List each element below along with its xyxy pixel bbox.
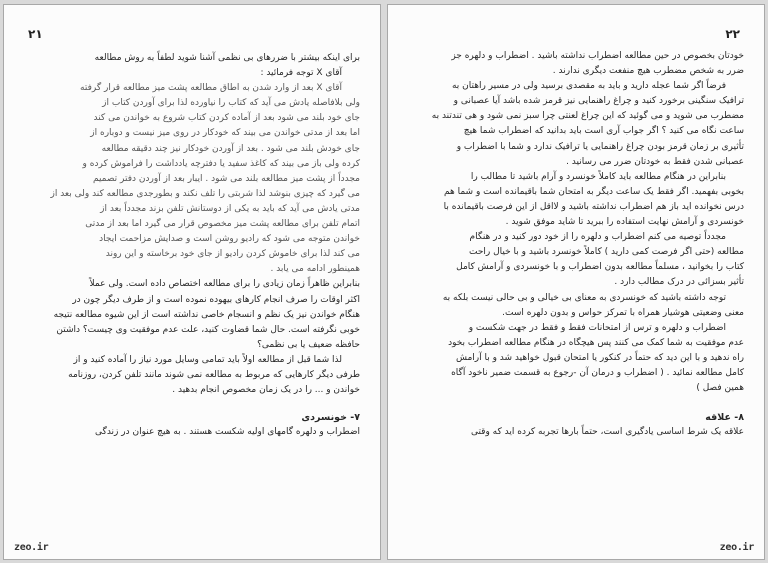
- text-line: ساعت نگاه می کنید ؟ اگر جواب آری است باید بدانید که اضطراب شما هیچ: [463, 126, 744, 137]
- quote-line: همینطور ادامه می یابد .: [270, 264, 360, 275]
- text-line: راه ندهید و با این دید که حتماً در کنکور یا امتحان قبول خواهید شد و با آرامش: [455, 352, 744, 363]
- text-line: اکثر اوقات را صرف انجام کارهای بیهوده نموده است و از طرف دیگر چون در: [72, 294, 360, 305]
- text-line: بخوبی بفهمید. اگر فقط یک ساعت دیگر به امتحان شما باقیمانده است و شما هم: [444, 186, 744, 197]
- text-line: بنابراین ظاهراً زمان زیادی را برای مطالعه اختصاص داده است. ولی عملاً: [89, 279, 360, 290]
- page-number: ۲۲: [725, 27, 740, 41]
- text-line: برای اینکه بیشتر با ضررهای بی نظمی آشنا شوید لطفاً به روش مطالعه: [94, 53, 360, 63]
- text-line: هنگام خواندن نیز یک نظم و انسجام خاصی نداشته است از این شیوه مطالعه نتیجه: [53, 309, 360, 320]
- text-line: مضطرب می شوید و می گوئید که این چراغ لعنتی چرا سبز نمی شود و هی تندتند به: [431, 111, 744, 122]
- text-line: همین فصل ): [696, 383, 744, 394]
- text-line: تأثیر بسزائی در درک مطالب دارد .: [614, 277, 744, 288]
- right-page: [387, 4, 765, 560]
- text-line: طرفی دیگر کارهایی که مربوط به مطالعه نمی شوند مانند تلفن کردن، روزنامه: [68, 369, 360, 380]
- text-line: معنی وضعیتی هوشیار همراه با تمرکز حواس و بدون دلهره است.: [502, 307, 744, 318]
- section-heading: ۷- خونسردی: [301, 412, 360, 424]
- text-line: اضطراب و دلهره و ترس از امتحانات فقط و فقط در جهت شکست و: [468, 322, 726, 333]
- page-number: ۲۱: [28, 27, 43, 41]
- text-line: خواندن و ... را در یک زمان مخصوص انجام بدهید .: [172, 385, 360, 396]
- quote-line: ولی بلافاصله یادش می آید که کتاب را نیاورده لذا برای آوردن کتاب از: [102, 98, 360, 109]
- left-page-body: [24, 51, 360, 440]
- text-line: عصبانی شدن فقط به خودتان ضرر می رسانید .: [566, 156, 744, 167]
- quote-line: مدتی یادش می آید که باید به یکی از دوستانش تلفن بزند مجدداً بعد از: [100, 203, 360, 214]
- quote-line: کرده ولی باز می بیند که کاغذ سفید یا دفترچه یادداشت را فراموش کرده و: [82, 158, 360, 169]
- text-line: خوبی نگرفته است. حال شما قضاوت کنید، علت عدم موفقیت وی چیست؟ داشتن: [56, 324, 360, 335]
- text-line: فرضاً اگر شما عجله دارید و باید به مقصدی برسید ولی در مسیر راهتان به: [451, 81, 726, 92]
- text-line: خودتان بخصوص در حین مطالعه اضطراب نداشته باشید . اضطراب و دلهره جز: [451, 51, 744, 61]
- text-line: لذا شما قبل از مطالعه اولاً باید تمامی وسایل مورد نیاز را آماده کنید و از: [73, 354, 342, 365]
- quote-line: می گیرد که چیزی بنوشد لذا شربتی را تلف نکند و بطورجدی مطالعه کند ولی بعد از: [50, 188, 360, 199]
- quote-line: جای خود بلند می شود بعد از آماده کردن کتاب شروع به خواندن می کند: [93, 113, 360, 124]
- left-page: [3, 4, 381, 560]
- text-line: کتاب را بخوانید ، مسلماً مطالعه بدون اضطراب و با خونسردی و آرامش کامل: [456, 262, 744, 273]
- text-line: ضرر به شخص مضطرب هیچ منفعت دیگری ندارند .: [552, 66, 744, 77]
- quote-line: خواندن متوجه می شود که رادیو روشن است و صدایش مزاحمت ایجاد: [99, 234, 360, 245]
- quote-line: می کند لذا برای خاموش کردن رادیو از جای خود برخاسته و این روند: [105, 249, 360, 260]
- text-line: خونسردی و آرامش نهایت استفاده را ببرید تا شاید موفق شوید .: [505, 217, 744, 228]
- quote-line: مجدداً از پشت میز مطالعه بلند می شود . ایبار بعد از آوردن دفتر تصمیم: [92, 173, 360, 184]
- quote-line: جای خودش بلند می شود . بعد از آوردن خودکار نیز چند دقیقه مطالعه: [101, 143, 360, 154]
- text-line: تأثیری بر زمان قرمز بودن چراغ راهنمایی یا ترافیک ندارد و شما با اضطراب و: [456, 141, 744, 152]
- text-line: کامل مطالعه نمائید . ( اضطراب و درمان آن -رجوع به قسمت ضمیر ناخود آگاه: [451, 367, 744, 378]
- quote-line: اتمام تلفن برای مطالعه پشت میز مخصوص قرار می گیرد اما بعد از مدتی: [85, 219, 360, 230]
- text-line: اضطراب و دلهره گامهای اولیه شکست هستند . به هیچ عنوان در زندگی: [95, 427, 360, 438]
- text-line: توجه داشته باشید که خونسردی به معنای بی خیالی و بی حالی نیست بلکه به: [442, 292, 726, 303]
- text-line: ترافیک سنگینی برخورد کنید و چراغ راهنمایی نیز قرمز شده باشد آیا عصبانی و: [453, 96, 744, 107]
- text-line: آقای X توجه فرمائید :: [260, 68, 342, 79]
- text-line: مجدداً توصیه می کنم اضطراب و دلهره را از خود دور کنید و در هنگام: [469, 232, 726, 243]
- watermark-logo: zeo.ir: [719, 542, 754, 553]
- watermark-logo: zeo.ir: [14, 542, 49, 553]
- text-line: حافظه ضعیف یا بی نظمی؟: [257, 339, 360, 350]
- text-line: علاقه یک شرط اساسی یادگیری است، حتماً بارها تجربه کرده اید که وقتی: [470, 427, 744, 438]
- text-line: درس نخوانده اید باز هم اضطراب نداشته باشید و لااقل از این فرصت باقیمانده با: [443, 201, 744, 212]
- text-line: عدم موفقیت به شما کمک می کنند پس هیچگاه در هنگام مطالعه اضطراب بخود: [448, 337, 744, 348]
- text-line: مطالعه (حتی اگر فرصت کمی دارید ) کاملاً خونسرد باشید و با خیال راحت: [469, 247, 744, 258]
- right-page-body: [408, 49, 744, 440]
- text-line: بنابراین در هنگام مطالعه باید کاملاً خونسرد و آرام باشید تا مطالب را: [470, 171, 726, 182]
- quote-line: آقای X بعد از وارد شدن به اطاق مطالعه پشت میز مطالعه قرار گرفته: [80, 83, 342, 94]
- quote-line: اما بعد از مدتی خواندن می بیند که خودکار در روی میز نیست و دوباره از: [90, 128, 360, 139]
- section-heading: ۸- علاقه: [705, 412, 744, 424]
